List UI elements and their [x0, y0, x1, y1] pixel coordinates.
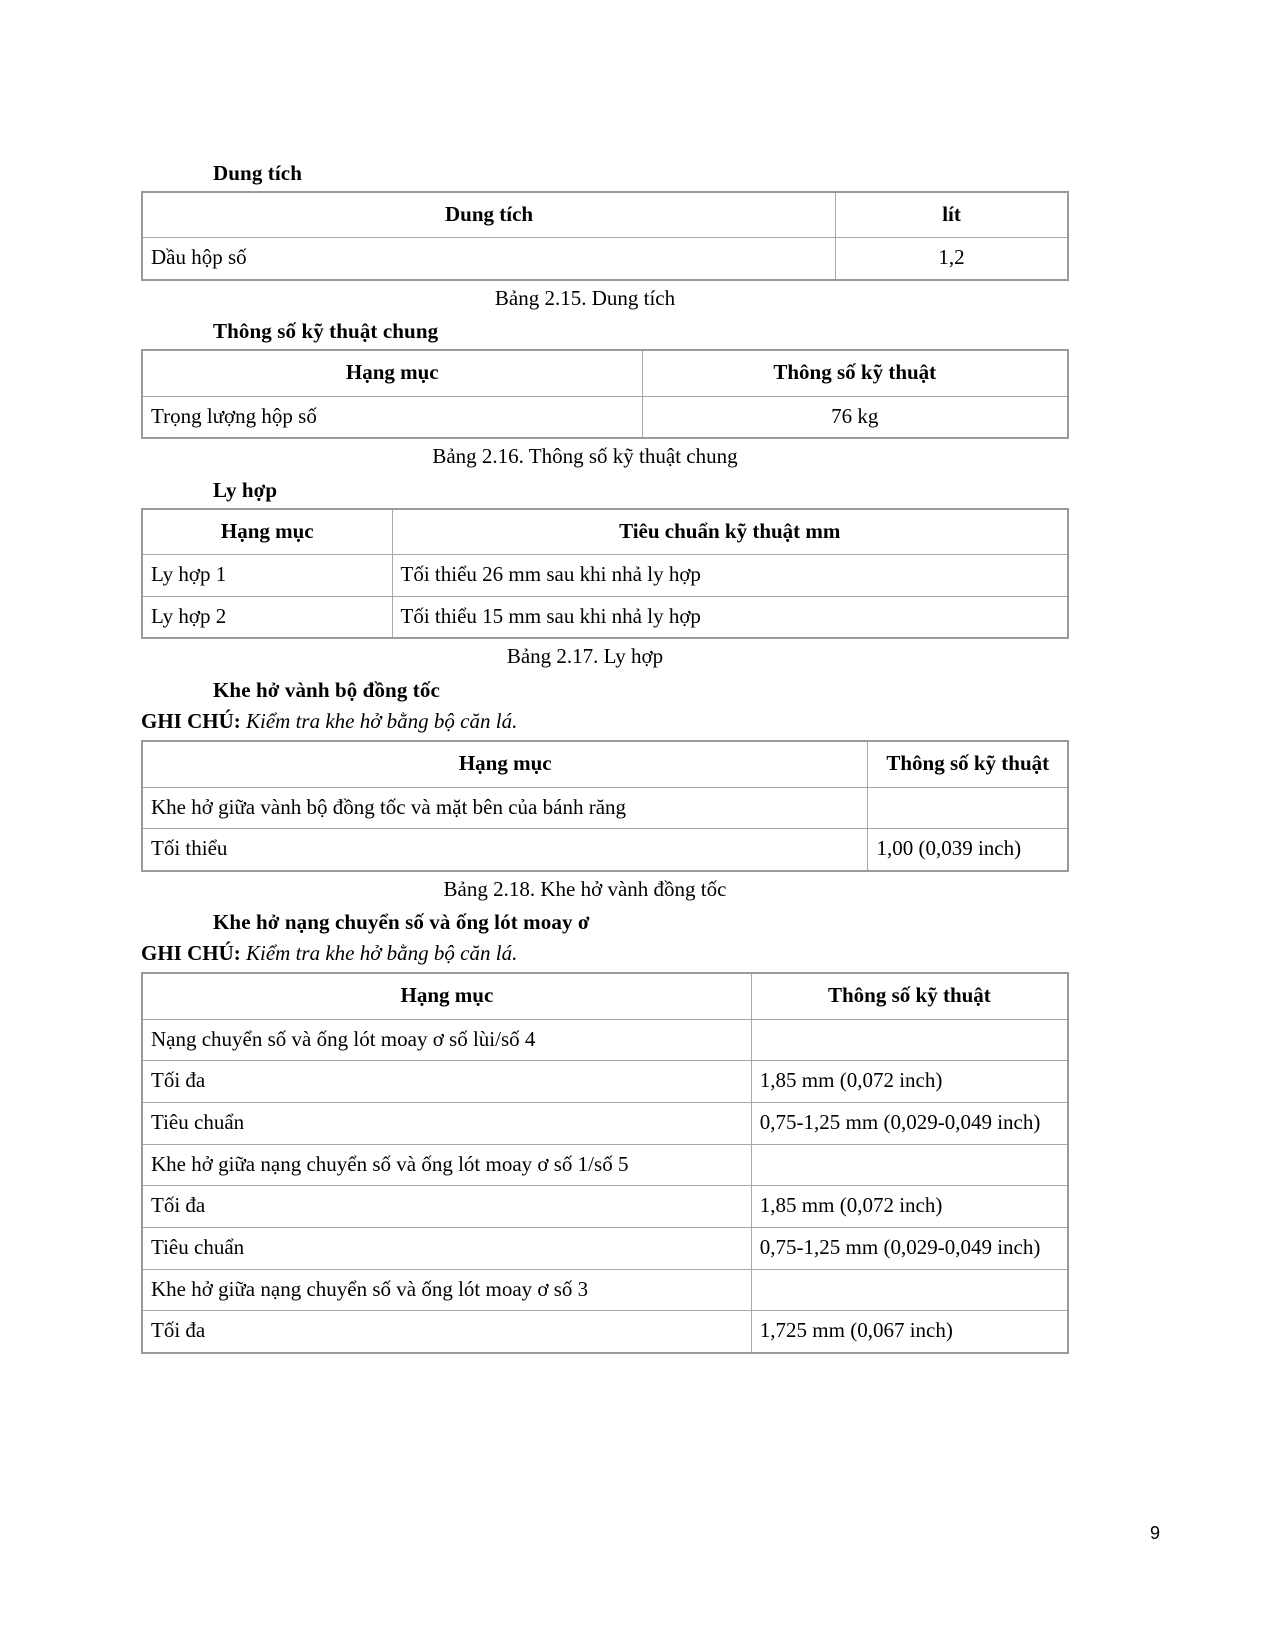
- table-row: [142, 555, 1068, 597]
- note-text: Kiểm tra khe hở bằng bộ căn lá.: [240, 708, 518, 733]
- document-body: [141, 160, 1069, 1354]
- table-row: [142, 238, 1068, 280]
- table-cell: [751, 1019, 1068, 1061]
- table-caption: Bảng 2.18. Khe hở vành đồng tốc: [443, 876, 727, 901]
- table-cell: Khe hở giữa nạng chuyển số và ống lót moay ơ số 3: [142, 1269, 751, 1311]
- section-khe-ho-nang-chuyen-so: [141, 909, 1069, 1354]
- table-caption: Bảng 2.17. Ly hợp: [506, 644, 664, 669]
- column-header: Hạng mục: [142, 973, 751, 1019]
- section-heading: Ly hợp: [213, 477, 278, 502]
- table-cell: 1,85 mm (0,072 inch): [751, 1186, 1068, 1228]
- table-row: [142, 787, 1068, 829]
- column-header: Hạng mục: [142, 741, 868, 787]
- column-header: Thông số kỹ thuật: [642, 350, 1068, 396]
- note-label: GHI CHÚ:: [141, 708, 241, 733]
- table-cell: [751, 1269, 1068, 1311]
- table-header-row: [142, 973, 1068, 1019]
- table-cell: Tối đa: [142, 1186, 751, 1228]
- table-cell: [751, 1144, 1068, 1186]
- table-dung-tich: [141, 191, 1069, 281]
- table-cell: 1,85 mm (0,072 inch): [751, 1061, 1068, 1103]
- section-heading: Khe hở nạng chuyển số và ống lót moay ơ: [213, 910, 590, 935]
- table-row: [142, 1019, 1068, 1061]
- table-cell: Trọng lượng hộp số: [142, 396, 642, 438]
- table-header-row: [142, 192, 1068, 238]
- table-cell: Ly hợp 1: [142, 555, 392, 597]
- table-cell: 0,75-1,25 mm (0,029-0,049 inch): [751, 1227, 1068, 1269]
- note-line: [141, 708, 1069, 735]
- section-ly-hop: [141, 477, 1069, 671]
- column-header: lít: [836, 192, 1068, 238]
- table-cell: Dầu hộp số: [142, 238, 836, 280]
- table-row: [142, 1186, 1068, 1228]
- column-header: Thông số kỹ thuật: [751, 973, 1068, 1019]
- table-cell: Tối thiểu: [142, 829, 868, 871]
- table-cell: 1,2: [836, 238, 1068, 280]
- column-header: Tiêu chuẩn kỹ thuật mm: [392, 509, 1068, 555]
- table-cell: Ly hợp 2: [142, 596, 392, 638]
- table-row: [142, 1227, 1068, 1269]
- table-row: [142, 1103, 1068, 1145]
- table-row: [142, 1269, 1068, 1311]
- table-caption: Bảng 2.15. Dung tích: [494, 286, 676, 311]
- section-heading: Thông số kỹ thuật chung: [213, 319, 439, 344]
- table-cell: Tối đa: [142, 1061, 751, 1103]
- note-label: GHI CHÚ:: [141, 940, 241, 965]
- table-row: [142, 396, 1068, 438]
- section-heading: Dung tích: [213, 161, 303, 185]
- table-cell: Tối thiểu 15 mm sau khi nhả ly hợp: [392, 596, 1068, 638]
- table-cell: Nạng chuyển số và ống lót moay ơ số lùi/số 4: [142, 1019, 751, 1061]
- note-text: Kiểm tra khe hở bằng bộ căn lá.: [240, 940, 518, 965]
- table-cell: 1,725 mm (0,067 inch): [751, 1311, 1068, 1353]
- table-row: [142, 596, 1068, 638]
- table-row: [142, 829, 1068, 871]
- table-cell: [868, 787, 1068, 829]
- section-thong-so-ky-thuat-chung: [141, 318, 1069, 470]
- page-number: 9: [1149, 1523, 1160, 1543]
- table-khe-ho-nang-chuyen-so: [141, 972, 1069, 1353]
- column-header: Hạng mục: [142, 509, 392, 555]
- table-cell: Tối đa: [142, 1311, 751, 1353]
- table-cell: 0,75-1,25 mm (0,029-0,049 inch): [751, 1103, 1068, 1145]
- table-header-row: [142, 350, 1068, 396]
- section-dung-tich: [141, 160, 1069, 312]
- section-heading: Khe hở vành bộ đồng tốc: [213, 677, 440, 702]
- table-row: [142, 1144, 1068, 1186]
- table-caption: Bảng 2.16. Thông số kỹ thuật chung: [432, 444, 738, 469]
- table-cell: Khe hở giữa vành bộ đồng tốc và mặt bên của bánh răng: [142, 787, 868, 829]
- table-row: [142, 1311, 1068, 1353]
- note-line: [141, 940, 1069, 967]
- table-header-row: [142, 509, 1068, 555]
- table-khe-ho-vanh-bo-dong-toc: [141, 740, 1069, 872]
- table-header-row: [142, 741, 1068, 787]
- column-header: Thông số kỹ thuật: [868, 741, 1068, 787]
- column-header: Dung tích: [142, 192, 836, 238]
- table-row: [142, 1061, 1068, 1103]
- table-cell: 1,00 (0,039 inch): [868, 829, 1068, 871]
- table-cell: 76 kg: [642, 396, 1068, 438]
- table-thong-so-ky-thuat-chung: [141, 349, 1069, 439]
- table-cell: Tiêu chuẩn: [142, 1227, 751, 1269]
- table-cell: Tối thiểu 26 mm sau khi nhả ly hợp: [392, 555, 1068, 597]
- table-ly-hop: [141, 508, 1069, 640]
- section-khe-ho-vanh-bo-dong-toc: [141, 677, 1069, 903]
- table-cell: Tiêu chuẩn: [142, 1103, 751, 1145]
- table-cell: Khe hở giữa nạng chuyển số và ống lót moay ơ số 1/số 5: [142, 1144, 751, 1186]
- column-header: Hạng mục: [142, 350, 642, 396]
